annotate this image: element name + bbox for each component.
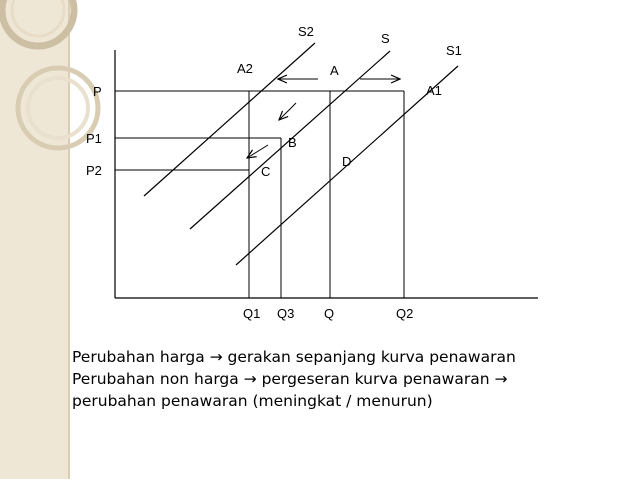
label-p: P [93, 84, 102, 99]
label-b: B [288, 135, 297, 150]
label-s: S [381, 31, 390, 46]
label-a1: A1 [426, 83, 442, 98]
label-s2: S2 [298, 24, 314, 39]
label-p2: P2 [86, 163, 102, 178]
label-q1: Q1 [243, 306, 261, 321]
label-d: D [342, 154, 352, 169]
label-q: Q [324, 306, 335, 321]
caption-line-1: Perubahan harga → gerakan sepanjang kurva penawaran [72, 348, 516, 366]
label-a: A [330, 63, 339, 78]
label-p1: P1 [86, 131, 102, 146]
label-q3: Q3 [277, 306, 295, 321]
label-s1: S1 [446, 43, 462, 58]
arrow-move-down-a-to-b [279, 103, 296, 120]
caption-line-2: Perubahan non harga → pergeseran kurva penawaran → [72, 370, 508, 388]
caption [72, 346, 632, 412]
label-a2: A2 [237, 61, 253, 76]
label-c: C [261, 164, 271, 179]
arrow-move-down-b-to-c [247, 145, 268, 158]
supply-curve-s2 [144, 43, 315, 196]
label-q2: Q2 [396, 306, 414, 321]
caption-line-3: perubahan penawaran (meningkat / menurun) [72, 392, 433, 410]
